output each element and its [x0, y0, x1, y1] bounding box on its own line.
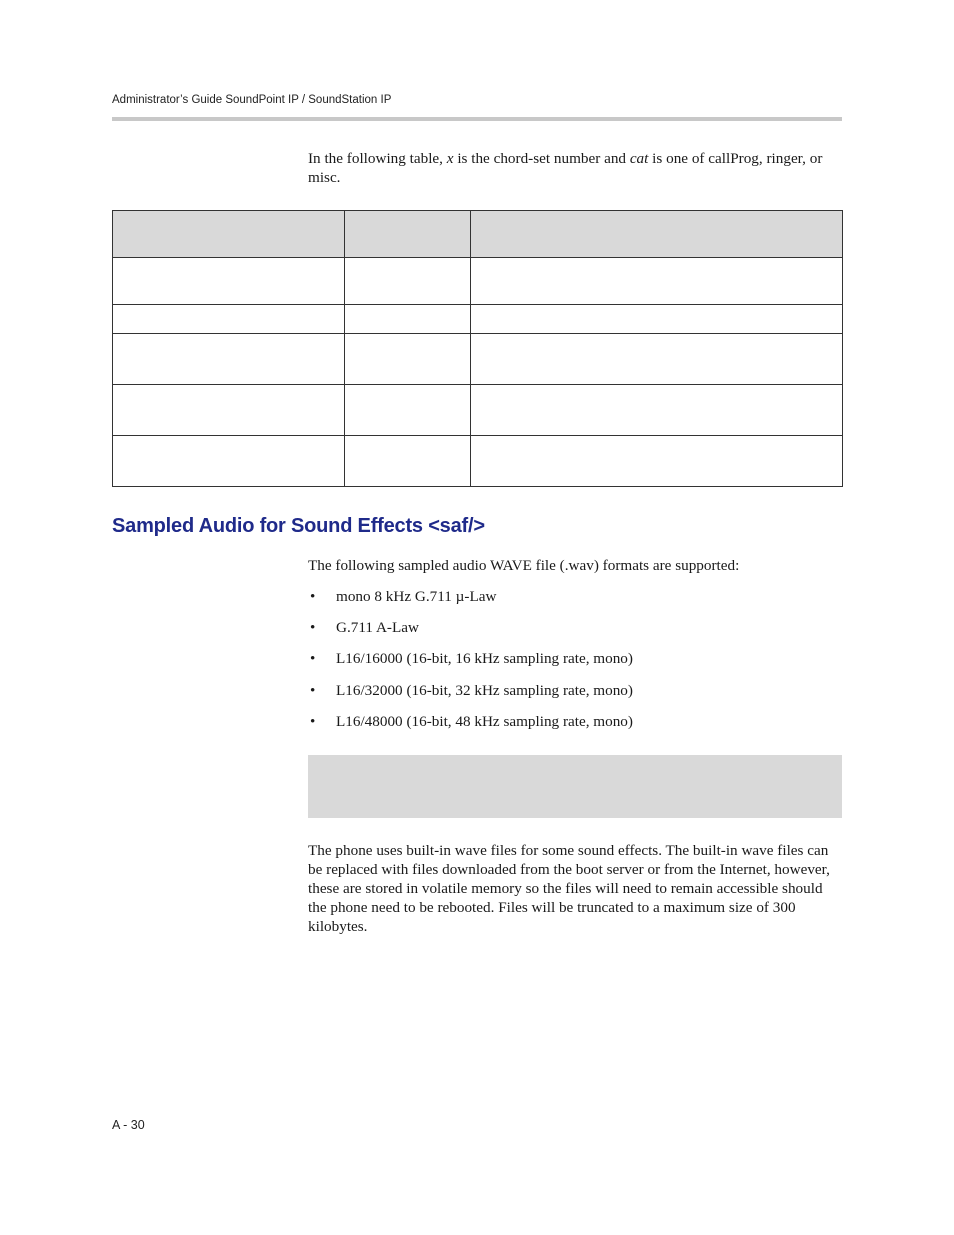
bullet-marker: • [310, 650, 316, 668]
table-header-row [113, 211, 843, 258]
header-rule [112, 117, 842, 121]
table-cell [471, 385, 843, 436]
table-row [113, 334, 843, 385]
intro-paragraph [308, 149, 842, 187]
bullet-marker: • [310, 681, 316, 699]
table-row [113, 305, 843, 334]
section-lead: The following sampled audio WAVE file (.wav) formats are supported: [308, 557, 740, 574]
intro-text-1: In the following table, [308, 150, 447, 167]
list-item-text: L16/16000 (16-bit, 16 kHz sampling rate, mono) [336, 650, 633, 668]
table-cell [113, 305, 345, 334]
table-cell [471, 436, 843, 487]
list-item-text: G.711 A-Law [336, 619, 419, 637]
list-item [308, 681, 633, 712]
chord-set-table [112, 210, 843, 487]
table-header-cell [345, 211, 471, 258]
section-heading: Sampled Audio for Sound Effects <saf/> [112, 515, 485, 537]
table-cell [471, 334, 843, 385]
table-cell [345, 258, 471, 305]
table-cell [113, 334, 345, 385]
table-row [113, 258, 843, 305]
intro-var-x: x [446, 150, 454, 167]
intro-text-3: is one of callProg, ringer, or misc. [308, 150, 823, 186]
list-item [308, 649, 633, 680]
list-item [308, 712, 633, 743]
list-item-text: mono 8 kHz G.711 µ-Law [336, 588, 497, 605]
note-box [308, 755, 842, 818]
intro-var-cat: cat [629, 150, 649, 167]
table-cell [345, 436, 471, 487]
bullet-marker: • [310, 712, 316, 730]
table-header-cell [471, 211, 843, 258]
table-cell [345, 334, 471, 385]
table-row [113, 436, 843, 487]
list-item-text: L16/48000 (16-bit, 48 kHz sampling rate, mono) [336, 712, 633, 730]
intro-text-2: is the chord-set number and [453, 150, 630, 167]
list-item [308, 618, 633, 649]
bullet-marker: • [310, 588, 316, 605]
table-cell [345, 305, 471, 334]
table-cell [345, 385, 471, 436]
page-number: A - 30 [112, 1118, 145, 1132]
table-header-cell [113, 211, 345, 258]
table-cell [471, 305, 843, 334]
running-header: Administrator’s Guide SoundPoint IP / SoundStation IP [112, 94, 392, 106]
bullet-marker: • [310, 619, 316, 637]
table-cell [471, 258, 843, 305]
table-cell [113, 385, 345, 436]
table-cell [113, 258, 345, 305]
format-list [308, 587, 633, 743]
closing-paragraph: The phone uses built-in wave files for some sound effects. The built-in wave files can be replaced with files downloaded from the boot server or from the Internet, however, these are stored in volatile memory so the files will need to remain accessible should the phone need to be rebooted. Files will be truncated to a maximum size of 300 kilobytes. [308, 842, 830, 935]
list-item-text: L16/32000 (16-bit, 32 kHz sampling rate, mono) [336, 681, 633, 699]
list-item [308, 587, 633, 618]
table-cell [113, 436, 345, 487]
table-row [113, 385, 843, 436]
